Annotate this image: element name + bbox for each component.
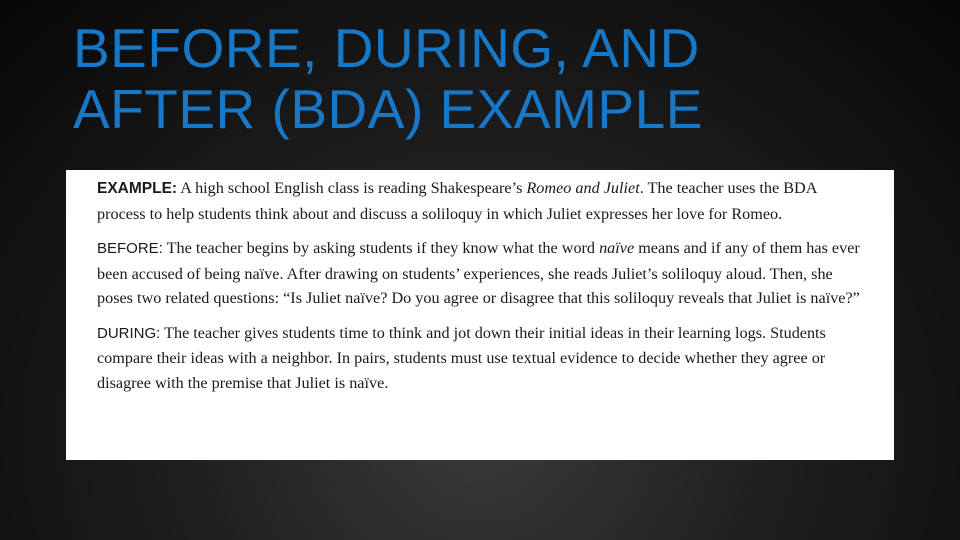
before-label: BEFORE: [97, 240, 163, 257]
example-label: EXAMPLE: [97, 180, 178, 197]
slide-title-line-1: BEFORE, DURING, AND [73, 17, 700, 79]
play-title: Romeo and Juliet [526, 179, 640, 197]
naive-word: naïve [599, 239, 635, 257]
before-paragraph [97, 236, 866, 311]
example-text-part-1: A high school English class is reading Shakespeare’s [177, 179, 527, 197]
slide-title [73, 18, 893, 140]
example-excerpt-image [66, 170, 894, 460]
before-text-part-2: means and if any of them has ever been accused of being naïve. After drawing on students’ experiences, she reads Juliet’s soliloquy aloud. Then, she poses two related questions: “Is Juliet naïve? Do you agree or disagree that this soliloquy reveals that Juliet is naïve?” [97, 239, 860, 307]
example-text-part-2: . The teacher uses the BDA process to help students think about and discuss a soliloquy in which Juliet expresses her love for Romeo. [97, 179, 817, 223]
during-text: The teacher gives students time to think and jot down their initial ideas in their learning logs. Students compare their ideas with a neighbor. In pairs, students must use textual evidence to decide whether they agree or disagree with the premise that Juliet is naïve. [97, 323, 826, 392]
during-paragraph [97, 321, 866, 396]
example-paragraph [97, 176, 866, 226]
before-text-part-1: The teacher begins by asking students if they know what the word [162, 239, 600, 257]
slide-title-line-2: AFTER (BDA) EXAMPLE [73, 78, 703, 140]
during-label: DURING: [97, 324, 161, 342]
